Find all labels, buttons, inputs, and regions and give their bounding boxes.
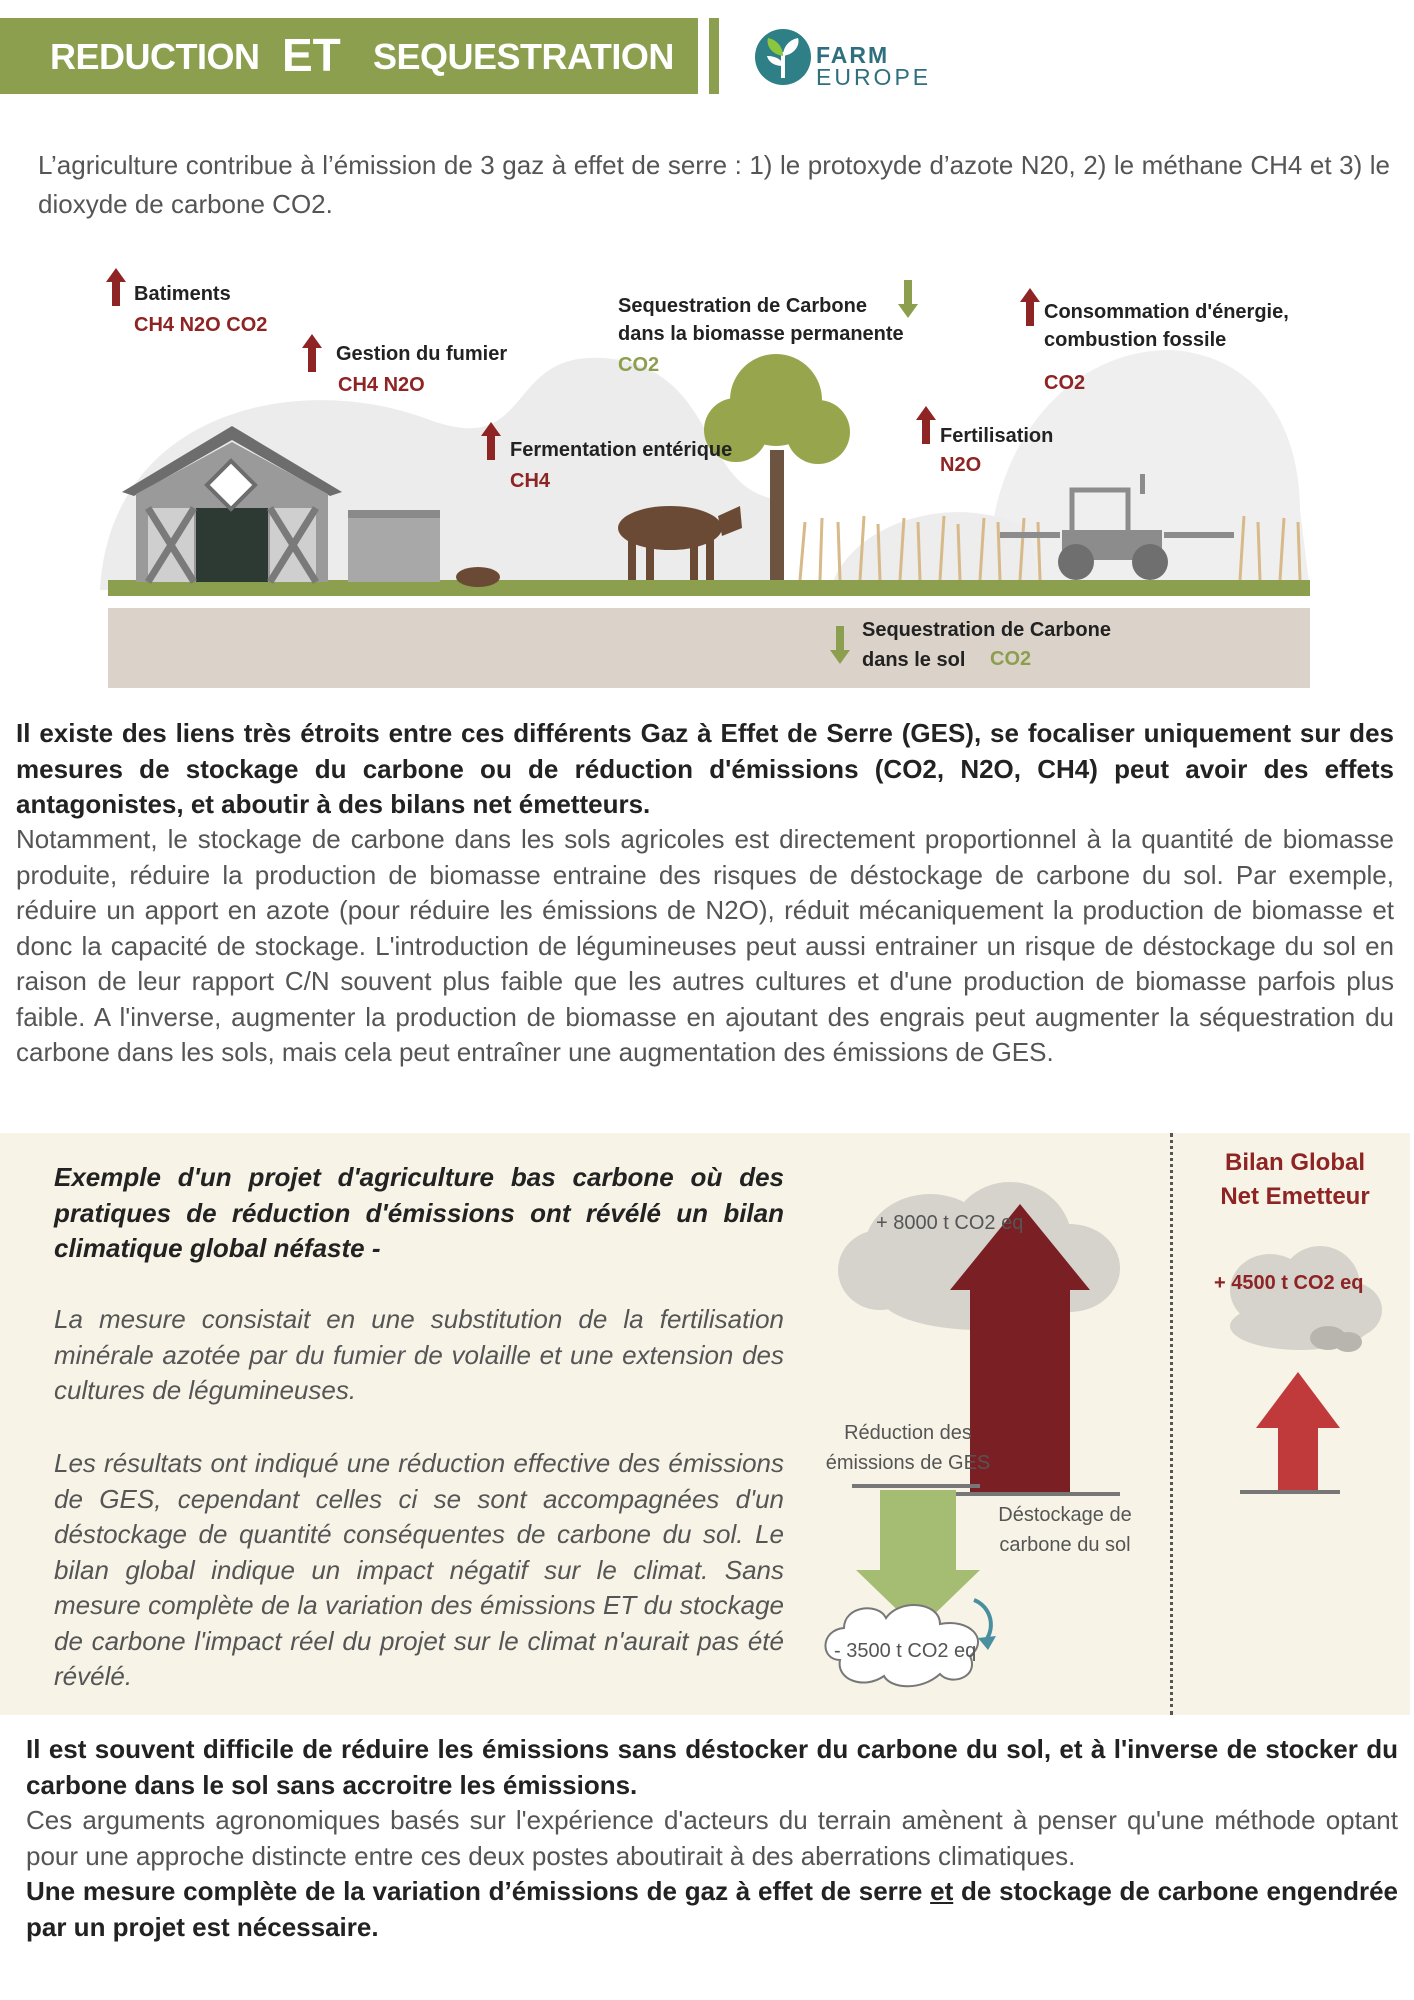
reduction-label [818,1418,998,1478]
batiments-label: Batiments [134,283,231,305]
panel-divider [1170,1133,1173,1715]
reduction-label-line2: émissions de GES [825,1452,991,1474]
final-statement-part2: de stockage de carbone engendrée par un projet est nécessaire. [26,1876,1398,1942]
fermentation-gases: CH4 [510,470,551,492]
energie-label-line1: Consommation d'énergie, [1044,301,1289,323]
example-paragraph-2: Les résultats ont indiqué une réduction effective des émissions de GES, cependant celles ci se sont accompagnées d'un déstockage de quantité conséquentes de carbone du sol. Le bilan global indique un impact négatif sur le climat. Sans mesure complète de la variation des émissions ET du stockage de carbone l'impact réel du projet sur le climat n'aurait pas été révélé. [54,1448,784,1691]
destock-label [980,1500,1150,1560]
fertilisation-up-arrow-icon [916,406,936,444]
fumier-label: Gestion du fumier [336,343,508,365]
reduction-cloud-value: - 3500 t CO2 eq [834,1640,977,1662]
biomasse-label-line1: Sequestration de Carbone [618,295,867,317]
section1-body-paragraph: Notamment, le stockage de carbone dans les sols agricoles est directement proportionnel à la quantité de biomasse produite, réduire la production de biomasse entraine des risques de déstockage de carbone du sol. Par exemple, réduire un apport en azote (pour réduire les émissions de N2O), réduit mécaniquement la production de biomasse et donc la capacité de stockage. L'introduction de légumineuses peut aussi entrainer un risque de déstockage du sol en raison de leur rapport C/N souvent plus faible que les autres cultures et d'une production de biomasse parfois plus faible. A l'inverse, augmenter la production de biomasse en ajoutant des engrais peut augmenter la séquestration du carbone dans les sols, mais cela peut entraîner une augmentation des émissions de GES. [16,824,1394,1067]
conclusion-body-paragraph: Ces arguments agronomiques basés sur l'expérience d'acteurs du terrain amènent à penser qu'une méthode optant pour une approche distincte entre ces deux postes aboutirait à des aberrations climatiques. [26,1805,1398,1871]
section1-bold-paragraph: Il existe des liens très étroits entre ces différents Gaz à Effet de Serre (GES), se focaliser uniquement sur des mesures de stockage du carbone ou de réduction d'émissions (CO2, N2O, CH4) peut avoir des effets antagonistes, et aboutir à des bilans net émetteurs. [16,718,1394,819]
batiments-up-arrow-icon [106,268,126,306]
final-statement-part1: Une mesure complète de la variation d’émissions de gaz à effet de serre [26,1876,931,1906]
logo-text-farm: FARM [816,42,890,68]
header-title-reduction: REDUCTION [50,36,260,77]
destock-label-line1: Déstockage de [998,1504,1132,1526]
header-title-et: ET [282,29,341,81]
final-statement-underlined: et [930,1876,954,1906]
batiments-gases: CH4 N2O CO2 [134,314,268,336]
header-divider-bar [709,18,719,94]
energie-gases: CO2 [1044,372,1086,394]
fertilisation-gases: N2O [940,454,982,476]
bilan-title-line1: Bilan Global [1224,1149,1365,1176]
biomasse-label-line2: dans la biomasse permanente [618,323,904,345]
biomasse-down-arrow-icon [898,280,918,318]
bilan-value: + 4500 t CO2 eq [1214,1272,1364,1294]
destock-label-line2: carbone du sol [999,1534,1131,1556]
sol-label-line2: dans le sol [862,649,966,671]
reduction-label-line1: Réduction des [844,1422,972,1444]
fermentation-up-arrow-icon [481,422,501,460]
fumier-up-arrow-icon [302,334,322,372]
fermentation-label: Fermentation entérique [510,439,733,461]
example-title: Exemple d'un projet d'agriculture bas carbone où des pratiques de réduction d'émissions ont révélé un bilan climatique global néfaste - [54,1162,784,1263]
bilan-graphic [1210,1230,1390,1500]
biomasse-gases: CO2 [618,354,660,376]
conclusion-final-statement [26,1874,1398,1945]
fertilisation-label: Fertilisation [940,425,1054,447]
header-title-sequestration: SEQUESTRATION [373,36,674,77]
energie-label-line2: combustion fossile [1044,329,1227,351]
sol-down-arrow-icon [830,626,850,664]
fumier-gases: CH4 N2O [338,374,425,396]
sol-gases: CO2 [990,648,1032,670]
sol-label-line1: Sequestration de Carbone [862,619,1111,641]
example-paragraph-1: La mesure consistait en une substitution de la fertilisation minérale azotée par du fumier de volaille et une extension des cultures de légumineuses. [54,1304,784,1405]
farm-europe-logo-icon [752,26,814,88]
energie-up-arrow-icon [1020,288,1040,326]
logo-text-europe: EUROPE [816,64,932,90]
bilan-title [1195,1146,1395,1214]
intro-paragraph: L’agriculture contribue à l’émission de 3 gaz à effet de serre : 1) le protoxyde d’azote N20, 2) le méthane CH4 et 3) le dioxyde de carbone CO2. [38,150,1390,219]
bilan-title-line2: Net Emetteur [1220,1183,1370,1210]
conclusion-bold-paragraph: Il est souvent difficile de réduire les émissions sans déstocker du carbone du sol, et à l'inverse de stocker du carbone dans le sol sans accroitre les émissions. [26,1734,1398,1800]
destock-cloud-value: + 8000 t CO2 eq [876,1212,1024,1234]
